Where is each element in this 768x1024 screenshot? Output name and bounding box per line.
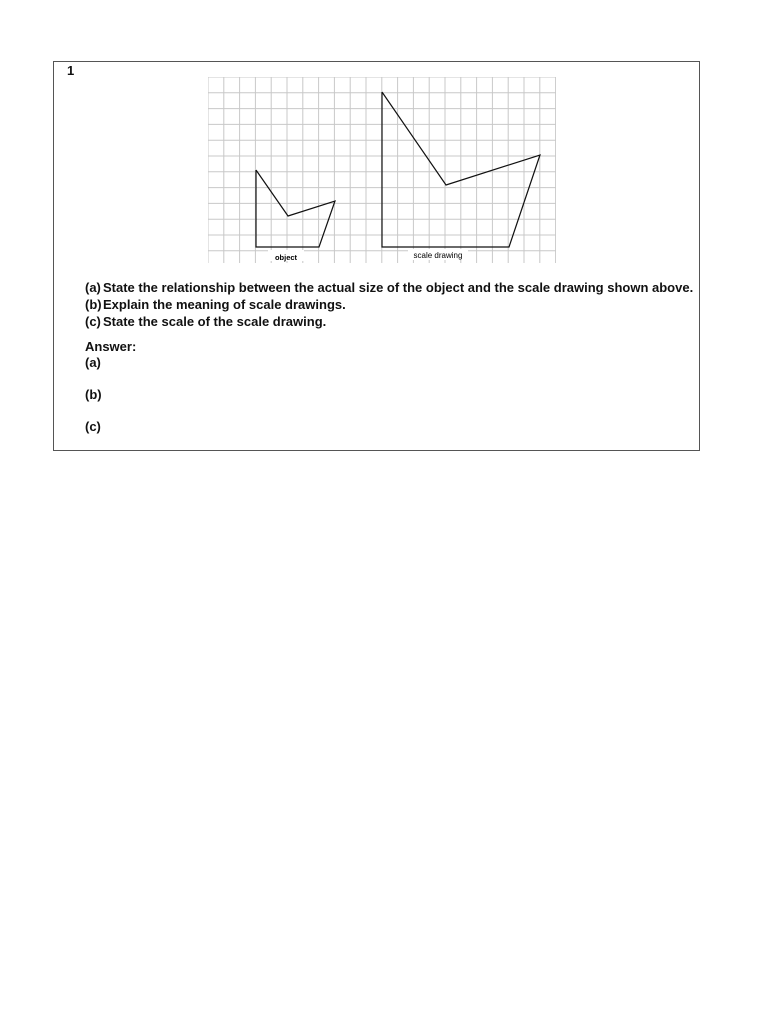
part-text: State the scale of the scale drawing. xyxy=(103,314,327,329)
object-label: object xyxy=(274,253,298,262)
part-c xyxy=(85,313,693,330)
part-label: (a) xyxy=(85,280,101,295)
part-label: (b) xyxy=(85,297,102,312)
answer-b: (b) xyxy=(85,387,102,402)
question-parts xyxy=(85,279,693,330)
answer-section xyxy=(85,339,136,451)
part-b xyxy=(85,296,693,313)
answer-title: Answer: xyxy=(85,339,137,354)
answer-c: (c) xyxy=(85,419,101,434)
part-label: (c) xyxy=(85,314,101,329)
part-text: State the relationship between the actual size of the object and the scale drawing shown above. xyxy=(103,280,694,295)
question-box xyxy=(53,61,700,451)
answer-a: (a) xyxy=(85,355,101,370)
scale-drawing-figure xyxy=(208,77,556,265)
scale-drawing-label: scale drawing xyxy=(413,251,463,260)
part-text: Explain the meaning of scale drawings. xyxy=(103,297,346,312)
question-number: 1 xyxy=(67,63,75,78)
part-a xyxy=(85,279,693,296)
